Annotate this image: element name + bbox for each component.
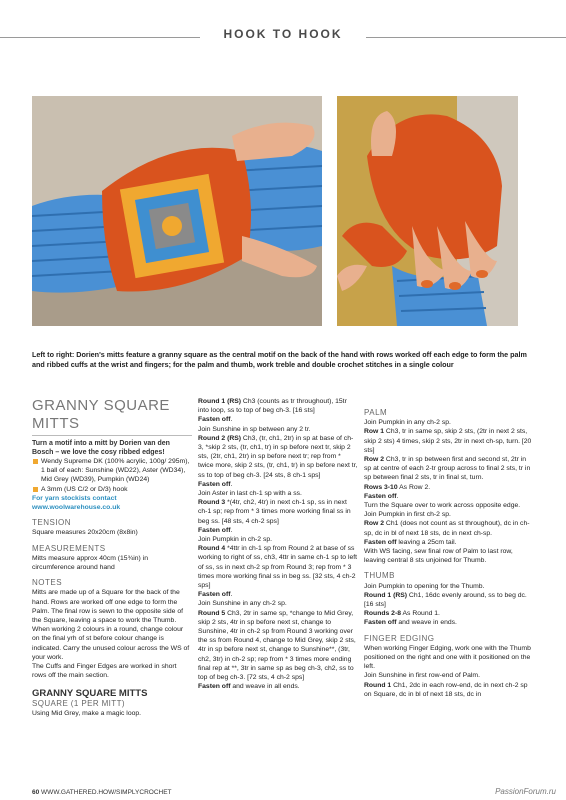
instruction-text: With WS facing, sew final row of Palm to last row, leaving central 8 sts unjoined for Thumb. (364, 548, 513, 565)
footer-url: WWW.GATHERED.HOW/SIMPLYCROCHET (41, 789, 172, 796)
column-2 (198, 397, 358, 692)
instruction-line (364, 538, 534, 547)
instruction-text: Ch1 (does not count as st throughout), dc in ch-sp, dc in bl of next 18 sts, dc in next ch-sp. (364, 520, 530, 537)
section-heading: PALM (364, 408, 388, 417)
instruction-text: *(4tr, ch2, 4tr) in next ch-1 sp, ss in next ch-1 sp; rep from * 3 times more working final ss in beg ss. [48 sts, 4 ch-2 sps] (198, 499, 351, 525)
instruction-line (364, 519, 534, 537)
instruction-text: Ch1, 2dc in each row-end, dc in next ch-2 sp on Square, dc in bl of next 18 sts, dc in (364, 681, 528, 698)
instruction-text: Join Sunshine in sp between any 2 tr. (198, 425, 311, 433)
instruction-line (198, 425, 358, 434)
instruction-line (198, 609, 358, 683)
notes-heading: NOTES (32, 578, 63, 588)
instruction-label: Round 1 (RS) (198, 398, 242, 405)
instruction-line (198, 434, 358, 480)
instruction-line (198, 526, 358, 535)
instruction-text: . (230, 480, 233, 488)
instruction-line (364, 591, 534, 609)
mitt-photo-right (337, 96, 518, 326)
instruction-text: Join Pumpkin in ch-2 sp. (198, 536, 273, 544)
instruction-label: Round 5 (198, 609, 226, 617)
instruction-line (364, 644, 534, 672)
instruction-line (198, 590, 358, 599)
instruction-line (364, 455, 534, 483)
tension-text: Square measures 20x20cm (8x8in) (32, 529, 138, 537)
title-rule (32, 435, 192, 436)
instruction-line (198, 544, 358, 590)
instruction-text: . (230, 591, 233, 599)
instruction-line (364, 483, 534, 492)
instruction-line (198, 397, 358, 415)
column-1 (32, 397, 192, 718)
instruction-text: Turn the Square over to work across opposite edge. Join Pumpkin in first ch-2 sp. (364, 502, 521, 519)
section-heading: THUMB (364, 571, 395, 581)
pattern-subtitle: SQUARE (1 PER MITT) (32, 699, 125, 709)
instruction-line (198, 480, 358, 489)
instruction-label: Round 1 (RS) (364, 591, 408, 599)
instruction-label: Round 4 (198, 545, 226, 553)
instruction-text: leaving a 25cm tail. (396, 538, 457, 546)
article-title: GRANNY SQUARE MITTS (32, 397, 170, 432)
materials-yarn: Wendy Supreme DK (100% acrylic, 100g/ 295m), 1 ball of each: Sunshine (WD22), Aster (WD34), Mid Grey (WD39), Pumpkin (WD24) (32, 457, 192, 485)
instruction-line (364, 418, 534, 427)
instruction-text: As Row 2. (397, 483, 431, 491)
instruction-label: Row 2 (364, 456, 385, 464)
instruction-line (364, 547, 534, 565)
instruction-text: Ch3, tr in same sp, skip 2 sts, (2tr in next 2 sts, skip 2 sts) 4 times, skip 2 sts, 2tr in next ch-sp, turn. [20 sts] (364, 428, 532, 454)
instruction-label: Round 1 (364, 681, 392, 689)
instruction-line (364, 609, 534, 618)
instruction-label: Fasten off (364, 619, 397, 627)
instruction-line (198, 489, 358, 498)
instruction-label: Rows 3-10 (364, 483, 398, 491)
instruction-label: Rounds 2-8 (364, 610, 402, 618)
section-heading: FINGER EDGING (364, 633, 435, 643)
instruction-label: Row 1 (364, 428, 385, 436)
instruction-text: . (230, 416, 233, 424)
instruction-line (364, 501, 534, 519)
section-header-text: HOOK TO HOOK (215, 27, 350, 41)
instruction-text: . (396, 492, 399, 500)
materials-hook: A 3mm (US C/2 or D/3) hook (32, 485, 192, 494)
notes-paragraph: Mitts are made up of a Square for the back of the hand. Rows are worked off one edge to form the Palm. The final row is sewn to the opposite side of the Square, leaving a space to work the Thumb. (32, 589, 183, 625)
instruction-label: Round 2 (RS) (198, 434, 242, 442)
instruction-line (364, 582, 534, 591)
instruction-text: Join Pumpkin in any ch-2 sp. (364, 419, 451, 427)
stockists-link[interactable]: www.woolwarehouse.co.uk (32, 504, 121, 512)
instruction-text: Ch1, 16dc evenly around, ss to beg dc. [16 sts] (364, 591, 527, 609)
instruction-label: Fasten off (364, 492, 397, 500)
instruction-line (198, 498, 358, 526)
notes-paragraph: The Cuffs and Finger Edges are worked in short rows off the main section. (32, 663, 177, 680)
instruction-line (364, 427, 534, 455)
intro-text: Turn a motif into a mitt by Dorien van den Bosch – we love the cosy ribbed edges! (32, 440, 170, 456)
instruction-line (364, 492, 534, 501)
instruction-text: Ch3, tr in sp between first and second st, 2tr in sp at centre of each 2-tr group across to final 2 sts, tr in sp between final 2 sts, tr in final st, turn. (364, 456, 531, 482)
instruction-line (198, 535, 358, 544)
watermark: PassionForum.ru (495, 787, 556, 796)
instruction-line (364, 681, 534, 699)
instruction-line (198, 682, 358, 691)
instruction-line (198, 599, 358, 608)
instruction-text: Ch3, (tr, ch1, 2tr) in sp at base of ch-3, *skip 2 sts, (tr, ch1, tr) in sp before next tr, skip 2 sts, (2tr, ch1, 2tr) in sp before next tr; rep from * twice more, skip 2 sts, (tr, ch1, tr) in sp before next tr, ss to top of beg ch-3. [24 sts, 8 ch-1 sps] (198, 434, 358, 479)
instruction-text: . (230, 526, 233, 534)
notes-paragraph: When working 2 colours in a round, change colour on the final yrh of st before colour change is indicated. Carry the unused colour across the WS of your work. (32, 626, 190, 661)
mitt-photo-left (32, 96, 322, 326)
photo-caption: Left to right: Dorien's mitts feature a granny square as the central motif on the back of the hand with rows worked off each edge to form the palm and ribbed cuffs at the wrist and fingers; for the palm and thumb, work treble and double crochet stitches in a single colour (32, 350, 527, 369)
stockists-label: For yarn stockists contact (32, 494, 117, 502)
instruction-label: Fasten off (198, 526, 231, 534)
page-number: 60 (32, 789, 40, 796)
instruction-text: When working Finger Edging, work one with the Thumb positioned on the right and one with it positioned on the left. (364, 644, 531, 671)
instruction-text: Join Sunshine in first row-end of Palm. (364, 672, 480, 680)
instruction-label: Row 2 (364, 520, 385, 528)
instruction-line (364, 671, 534, 680)
instruction-text: *4ttr in ch-1 sp from Round 2 at base of ss working to right of ss, ch3, 4ttr in same ch-1 sp to left of ss, ss in next ch-2 sp from Round 3; rep from * 3 times more working final ss in beg ss. [32 sts, 4 ch-2 sps] (198, 545, 358, 590)
instruction-label: Fasten off (198, 480, 231, 488)
pattern-title: GRANNY SQUARE MITTS (32, 688, 148, 700)
page-footer (32, 789, 172, 796)
instruction-label: Fasten off (198, 416, 231, 424)
tension-heading: TENSION (32, 518, 72, 528)
column-3 (364, 402, 534, 699)
instruction-label: Round 3 (198, 499, 226, 507)
measurements-heading: MEASUREMENTS (32, 543, 106, 553)
instruction-text: As Round 1. (401, 610, 440, 618)
instruction-text: and weave in all ends. (230, 683, 300, 691)
instruction-label: Fasten off (198, 591, 231, 599)
section-header (0, 27, 566, 41)
measurements-text: Mitts measure approx 40cm (15¾in) in circumference around hand (32, 554, 148, 572)
instruction-text: Ch3, 2tr in same sp, *change to Mid Grey, skip 2 sts, 4tr in sp before next st, change to Sunshine, 4tr in ch-2 sp from Round 3 working over the ss from Round 4, change to Mid Grey, skip 2 sts, 4tr in sp before next st, change to Sunshine**, (3tr, ch2, 3tr) in ch-2 sp; rep from * 3 times more ending final rep at **, 3tr in same sp as beg ch-3, ch2, ss to top of beg ch-3. [72 sts, 4 ch-2 sps] (198, 609, 356, 682)
instruction-text: Join Aster in last ch-1 sp with a ss. (198, 490, 302, 498)
instruction-label: Fasten off (364, 538, 397, 546)
instruction-label: Fasten off (198, 683, 231, 691)
instruction-text: Join Sunshine in any ch-2 sp. (198, 600, 287, 608)
instruction-text: and weave in ends. (396, 619, 457, 627)
instruction-text: Ch3 (counts as tr throughout), 15tr into loop, ss to top of beg ch-3. [16 sts] (198, 398, 347, 415)
pattern-start: Using Mid Grey, make a magic loop. (32, 709, 142, 717)
instruction-text: Join Pumpkin to opening for the Thumb. (364, 582, 485, 590)
instruction-line (364, 618, 534, 627)
instruction-line (198, 415, 358, 424)
